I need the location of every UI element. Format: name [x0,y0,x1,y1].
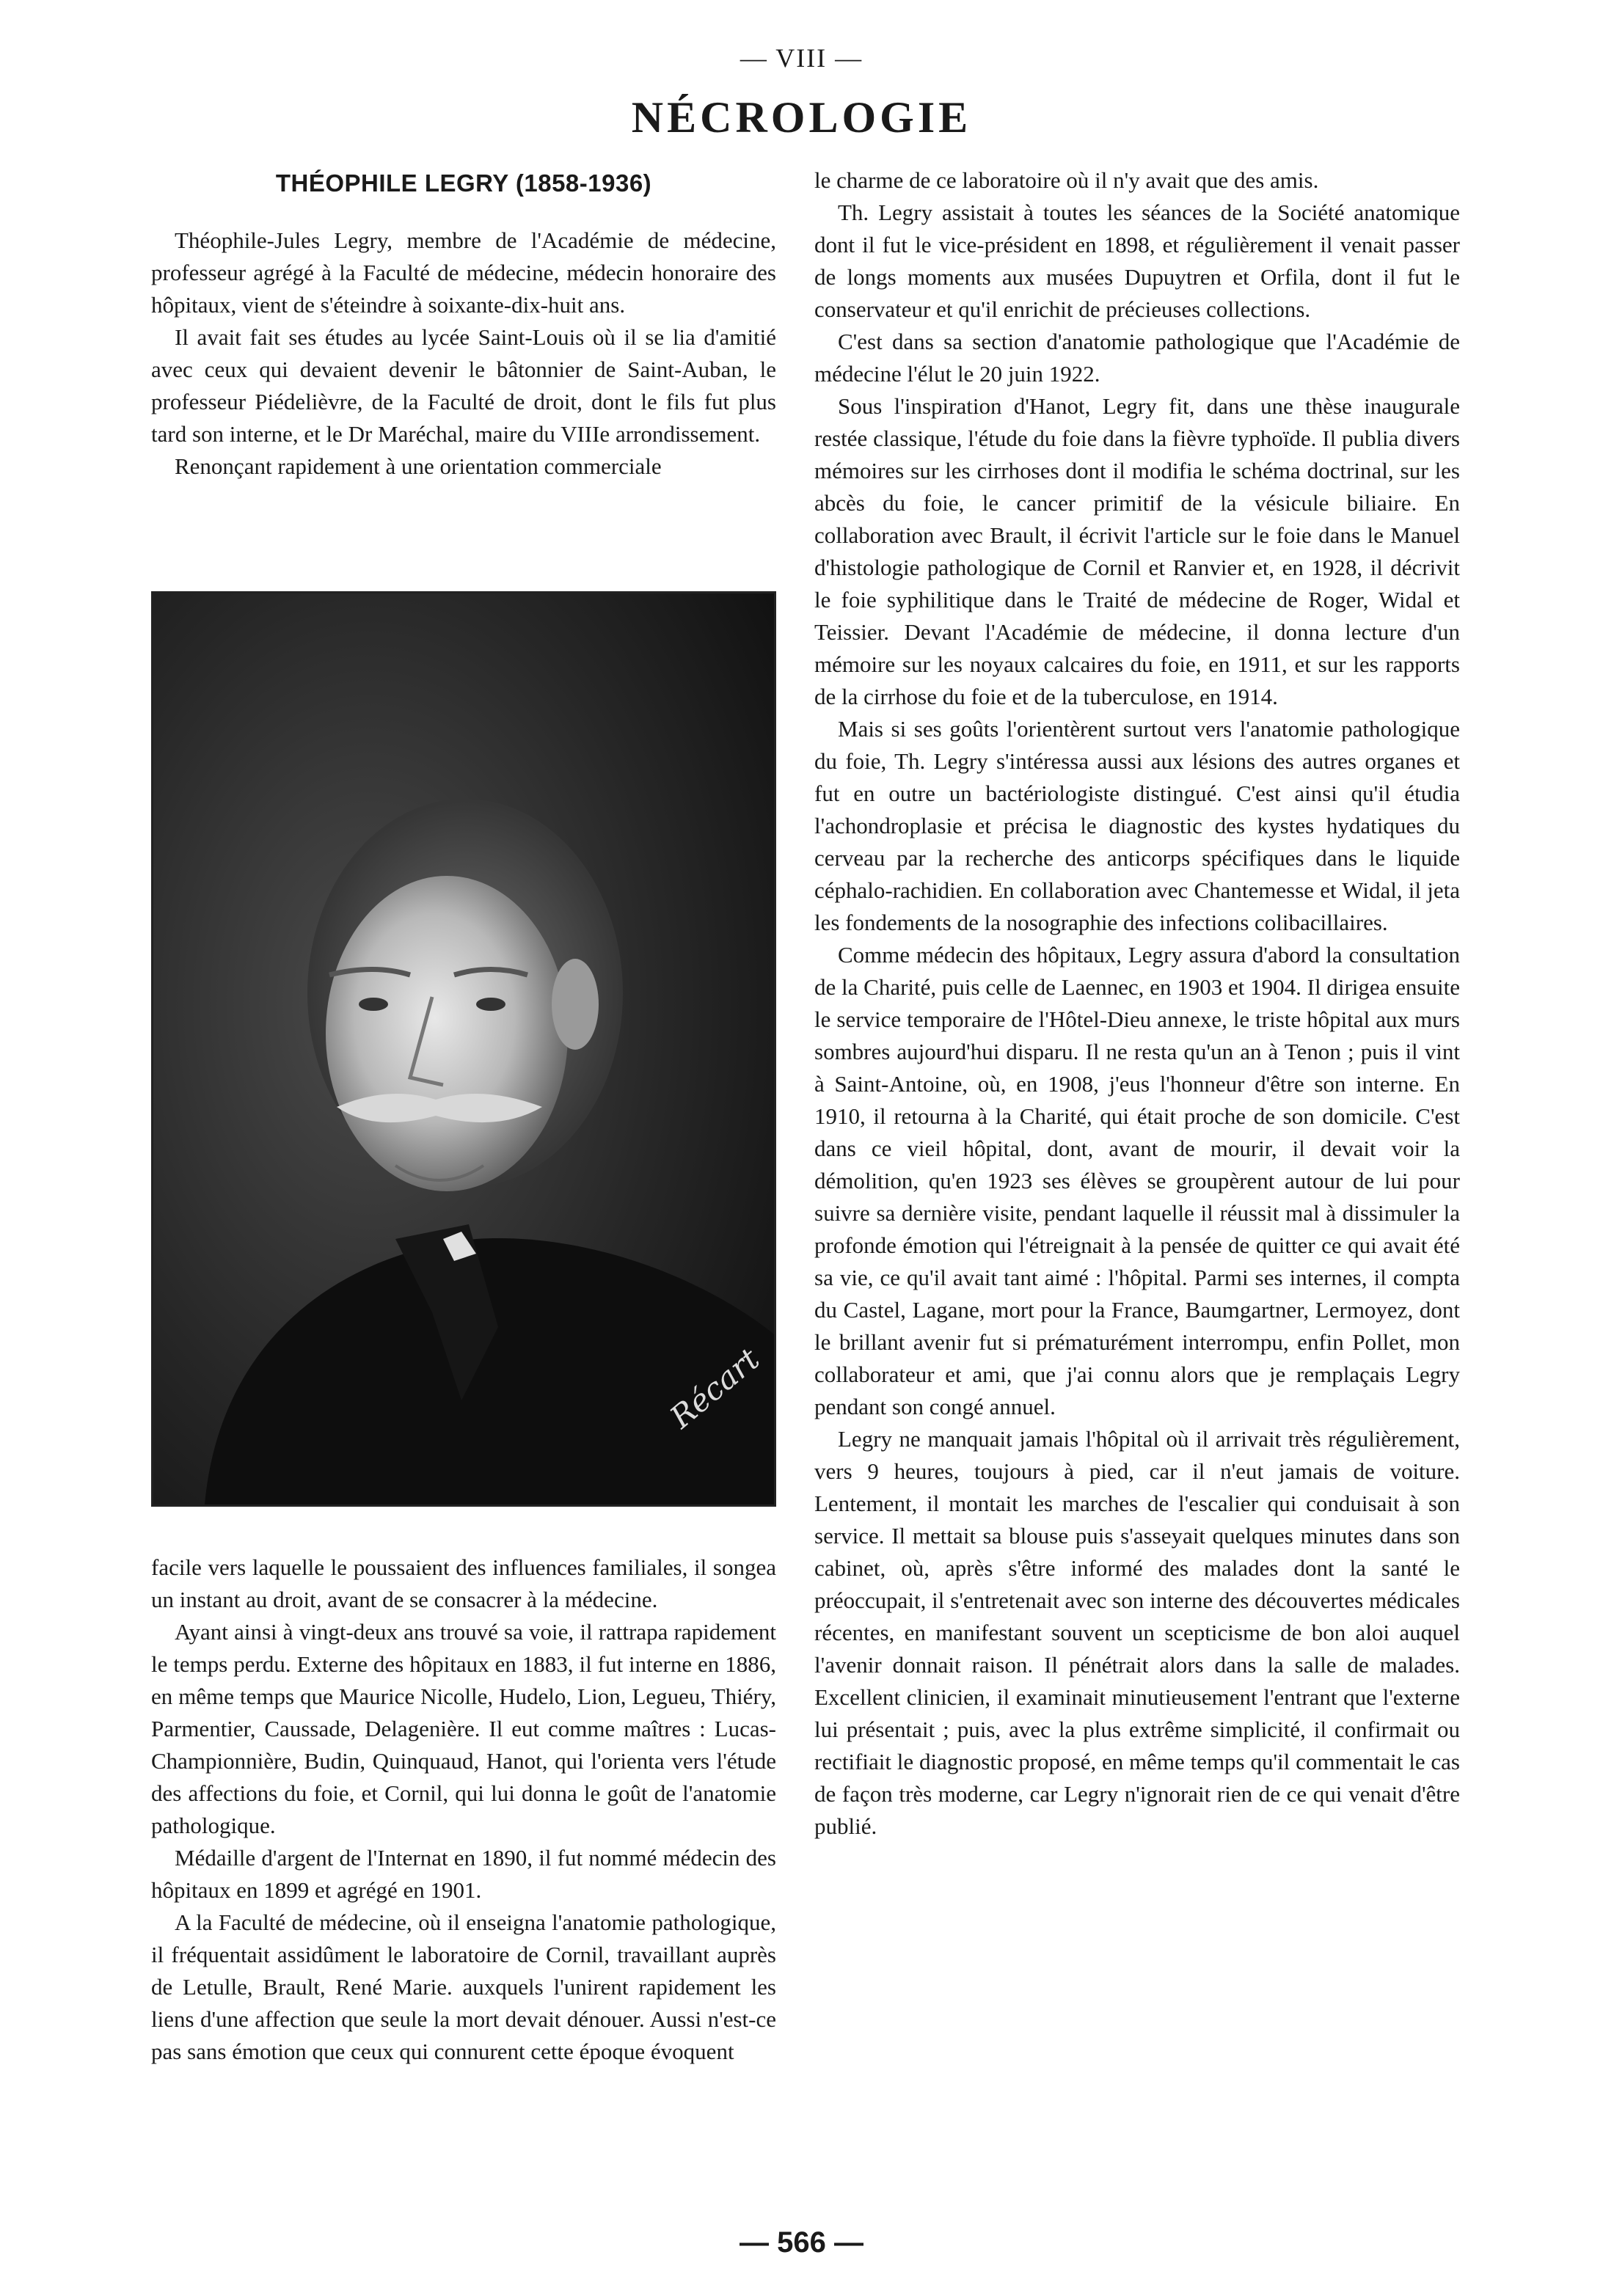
section-title: NÉCROLOGIE [631,93,972,142]
paragraph: le charme de ce laboratoire où il n'y avait que des amis. [814,167,1319,193]
article-title: THÉOPHILE LEGRY (1858-1936) [275,169,652,197]
photographer-signature: Récart [662,1340,767,1436]
paragraph: Th. Legry assistait à toutes les séances de la Société anatomique dont il fut le vice-président en 1898, et régulièrement il venait passer de longs moments aux musées Dupuytren et Orfila, dont il fut le conservateur et qu'il enrichit de précieuses collections. [814,200,1460,322]
paragraph: facile vers laquelle le poussaient des influences familiales, il songea un instant au droit, avant de se consacrer à la médecine. [151,1554,776,1612]
paragraph: Legry ne manquait jamais l'hôpital où il arrivait très régulièrement, vers 9 heures, toujours à pied, car il n'eut jamais de voiture. Lentement, il montait les marches de l'escalier qui conduisait à son service. Il mettait sa blouse puis s'asseyait quelques minutes dans son cabinet, où, après s'être informé des malades dont la santé le préoccupait, il s'entretenait avec son interne des découvertes médicales récentes, en manifestant souvent un scepticisme de bon aloi auquel l'avenir donnait raison. Il pénétrait alors dans la salle de malades. Excellent clinicien, il examinait minutieusement l'entrant que l'externe lui présentait ; puis, avec la plus extrême simplicité, il confirmait ou rectifiait le diagnostic proposé, en même temps qu'il commentait le cas de façon très moderne, car Legry n'ignorait rien de ce qui venait d'être publié. [814,1426,1460,1839]
paragraph: Théophile-Jules Legry, membre de l'Académie de médecine, professeur agrégé à la Faculté de médecine, médecin honoraire des hôpitaux, vient de s'éteindre à soixante-dix-huit ans. [151,227,776,318]
paragraph: Sous l'inspiration d'Hanot, Legry fit, dans une thèse inaugurale restée classique, l'étude du foie dans la fièvre typhoïde. Il publia divers mémoires sur les cirrhoses dont il modifia le schéma doctrinal, sur les abcès du foie, le cancer primitif de la vésicule biliaire. En collaboration avec Brault, il écrivit l'article sur le foie dans le Manuel d'histologie pathologique de Cornil et Ranvier et, en 1928, il décrivit le foie syphilitique dans le Traité de médecine de Roger, Widal et Teissier. Devant l'Académie de médecine, il donna lecture d'un mémoire sur les noyaux calcaires du foie, en 1911, et sur les rapports de la cirrhose du foie et de la tuberculose, en 1914. [814,393,1460,709]
paragraph: Renonçant rapidement à une orientation commerciale [175,453,662,479]
paragraph: Il avait fait ses études au lycée Saint-Louis où il se lia d'amitié avec ceux qui devaient devenir le bâtonnier de Saint-Auban, le professeur Piédelièvre, de la Faculté de droit, dont le fils fut plus tard son interne, et le Dr Maréchal, maire du VIIIe arrondissement. [151,324,776,447]
paragraph: C'est dans sa section d'anatomie pathologique que l'Académie de médecine l'élut le 20 juin 1922. [814,329,1460,387]
left-column-top [151,167,776,483]
portrait-illustration [153,593,774,1505]
paragraph: A la Faculté de médecine, où il enseigna l'anatomie pathologique, il fréquentait assidûment le laboratoire de Cornil, travaillant auprès de Letulle, Brault, René Marie. auxquels l'unirent rapidement les liens d'une affection que seule la mort devait dénouer. Aussi n'est-ce pas sans émotion que ceux qui connurent cette époque évoquent [151,1909,776,2064]
left-column-bottom [151,1551,776,2068]
paragraph: Comme médecin des hôpitaux, Legry assura d'abord la consultation de la Charité, puis celle de Laennec, en 1903 et 1904. Il dirigea ensuite le service temporaire de l'Hôtel-Dieu annexe, le triste hôpital aux murs sombres aujourd'hui disparu. Il ne resta qu'un an à Tenon ; puis il vint à Saint-Antoine, où, en 1908, j'eus l'honneur d'être son interne. En 1910, il retourna à la Charité, qui était proche de son domicile. C'est dans ce vieil hôpital, dont, avant de mourir, il devait voir la démolition, qu'en 1923 ses élèves se groupèrent autour de lui pour suivre sa dernière visite, pendant laquelle il réussit mal à dissimuler la profonde émotion qui l'étreignait à la pensée de quitter ce qui avait été sa vie, ce qu'il avait tant aimé : l'hôpital. Parmi ses internes, il compta du Castel, Lagane, mort pour la France, Baumgartner, Lermoyez, dont le brillant avenir fut si prématurément interrompu, enfin Pollet, mon collaborateur et ami, que j'ai connu alors que je remplaçais Legry pendant son congé annuel. [814,942,1460,1419]
page-number: — 566 — [740,2226,863,2259]
paragraph: Mais si ses goûts l'orientèrent surtout vers l'anatomie pathologique du foie, Th. Legry s'intéressa aussi aux lésions des autres organes et fut en outre un bactériologiste distingué. C'est ainsi qu'il étudia l'achondroplasie et précisa le diagnostic des kystes hydatiques du cerveau par la recherche des anticorps spécifiques dans le liquide céphalo-rachidien. En collaboration avec Chantemesse et Widal, il jeta les fondements de la nosographie des infections colibacillaires. [814,716,1460,935]
page-header-roman: — VIII — [740,43,863,73]
paragraph: Médaille d'argent de l'Internat en 1890, il fut nommé médecin des hôpitaux en 1899 et agrégé en 1901. [151,1845,776,1903]
portrait-photo [151,591,776,1507]
paragraph: Ayant ainsi à vingt-deux ans trouvé sa voie, il rattrapa rapidement le temps perdu. Externe des hôpitaux en 1883, il fut interne en 1886, en même temps que Maurice Nicolle, Hudelo, Lion, Legueu, Thiéry, Parmentier, Caussade, Delagenière. Il eut comme maîtres : Lucas-Championnière, Budin, Quinquaud, Hanot, qui l'orienta vers l'étude des affections du foie, et Cornil, qui lui donna le goût de l'anatomie pathologique. [151,1619,776,1838]
right-column [814,164,1460,1843]
